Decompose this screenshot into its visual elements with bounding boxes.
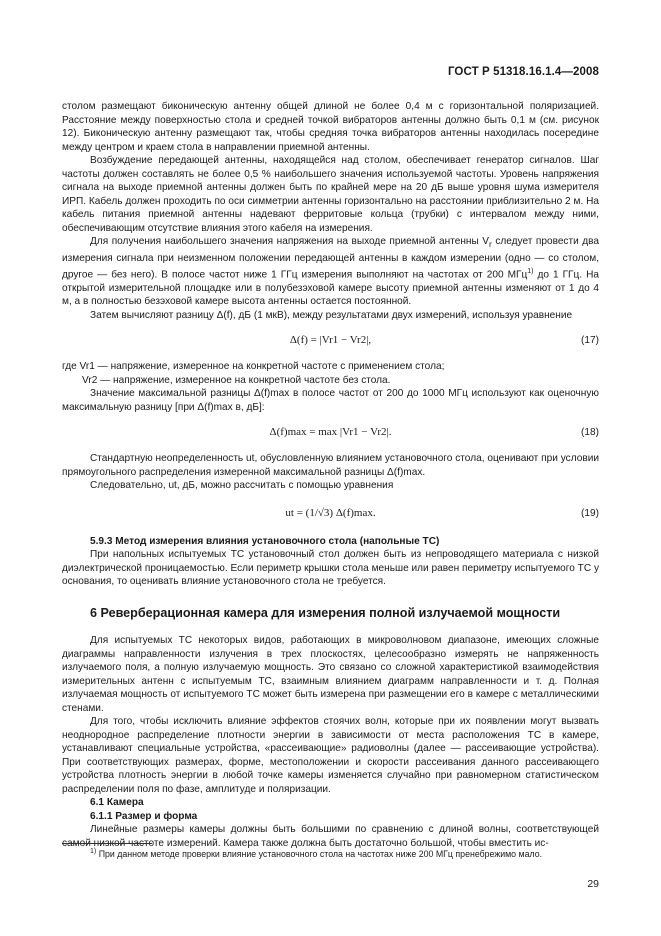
paragraph: столом размещают биконическую антенну общей длиной не более 0,4 м с горизонтальной поляризацией. Расстояние между поверхностью стола и средней точкой вибраторов антенны должно быть 0,1 м (см. рисунок 12). Биконическую антенну размещают так, чтобы средняя точка вибраторов антенны находилась посередине между центром и краем стола в направлении приемной антенны. xyxy=(62,101,599,153)
equation-number: (17) xyxy=(581,335,599,347)
equation-number: (19) xyxy=(581,507,599,519)
paragraph: Для того, чтобы исключить влияние эффектов стоячих волн, которые при их появлении могут вызвать неоднородное распределение плотности энергии в зависимости от места расположения ТС в камере, устанавливают специальные устройства, «рассеивающие» радиоволны (далее — рассеивающие устройства). При соответствующих размерах, форме, местоположении и скорости рассеивания данного рассеивающего устройства плотность энергии в любой точке камеры изменяется случайно при равномерном статистическом распределении поля по фазе, амплитуде и поляризации. xyxy=(62,716,599,795)
paragraph: Стандартную неопределенность ut, обусловленную влиянием установочного стола, оценивают при условии прямоугольного распределения измеренной максимальной разницы Δ(f)max. xyxy=(62,453,599,478)
paragraph: Линейные размеры камеры должны быть большими по сравнению с длиной волны, соответствующей самой низкой частоте измерений. Камера также должна быть достаточно большой, чтобы вместить ис- xyxy=(62,824,599,849)
document-body xyxy=(62,100,599,850)
section-heading: 6.1.1 Размер и форма xyxy=(90,810,198,822)
footnote-divider xyxy=(62,843,152,844)
paragraph: При напольных испытуемых ТС установочный стол должен быть из непроводящего материала с низкой диэлектрической проницаемостью. Если периметр крышки стола меньше или равен периметру испытуемого ТС у основания, то оценивать влияние установочного стола не требуется. xyxy=(62,549,599,588)
equation-formula: ut = (1/√3) Δ(f)max. xyxy=(285,506,376,519)
chapter-heading: 6 Реверберационная камера для измерения полной излучаемой мощности xyxy=(90,605,561,620)
paragraph: Возбуждение передающей антенны, находящейся над столом, обеспечивает генератор сигналов. Шаг частоты должен составлять не более 0,5 % наибольшего значения используемой частоты. Уровень напряжения сигнала на выходе приемной антенны должен быть по крайней мере на 20 дБ выше уровня шума измерителя ИРП. Кабель должен проходить по оси симметрии антенны горизонтально на расстоянии приблизительно 2 м. На кабель питания приемной антенны надевают ферритовые кольца (трубки) с интервалом между ними, обеспечивающим отсутствие влияния этого кабеля на измерения. xyxy=(62,155,599,234)
equation-number: (18) xyxy=(581,427,599,439)
paragraph: Затем вычисляют разницу Δ(f), дБ (1 мкВ), между результатами двух измерений, используя уравнение xyxy=(90,309,573,321)
equation-formula: Δ(f) = |Vr1 − Vr2|, xyxy=(289,334,372,347)
paragraph: Для испытуемых ТС некоторых видов, работающих в микроволновом диапазоне, имеющих сложные диаграммы направленности излучения в трех плоскостях, целесообразно измерять не напряженность излучаемого поля, а полную излучаемую мощность. Это связано со сложной характеристикой взаимодействия измерительных антенн с испытуемым ТС, взаимным влиянием диаграмм направленности и т. д. Полная излучаемая мощность от испытуемого ТС может быть измерена при размещении его в камере с металлическими стенами. xyxy=(62,635,599,714)
document-header: ГОСТ Р 51318.16.1.4—2008 xyxy=(447,66,599,78)
equation-19 xyxy=(62,507,599,523)
page-number: 29 xyxy=(587,878,599,890)
equation-18 xyxy=(62,426,599,442)
section-heading: 6.1 Камера xyxy=(90,797,144,809)
equation-formula: Δ(f)max = max |Vr1 − Vr2|. xyxy=(269,426,392,439)
where-line: где Vr1 — напряжение, измеренное на конкретной частоте с применением стола; xyxy=(62,361,445,373)
where-line: Vr2 — напряжение, измеренное на конкретной частоте без стола. xyxy=(82,374,391,386)
paragraph: Следовательно, ut, дБ, можно рассчитать с помощью уравнения xyxy=(90,480,394,492)
equation-17 xyxy=(62,334,599,350)
section-heading: 5.9.3 Метод измерения влияния установочного стола (напольные ТС) xyxy=(90,535,440,547)
paragraph: Значение максимальной разницы Δ(f)max в полосе частот от 200 до 1000 МГц используют как оценочную максимальную разницу [при Δ(f)max в, дБ]: xyxy=(62,388,599,413)
paragraph: Для получения наибольшего значения напряжения на выходе приемной антенны $V_r$ следует провести два измерения сигнала при неизменном положении передающей антенны в каждом измерении (одно — со столом, другое — без него). В полосе частот ниже 1 ГГц измерения выполняют на частотах от 200 МГц$^{1)}$ до 1 ГГц. На открытой измерительной площадке или в полубезэховой камере высоту приемной антенны изменяют от 1 до 4 м, а в полностью безэховой камере высота антенны остается постоянной. xyxy=(62,236,599,308)
footnote: $^{1)}$ При данном методе проверки влияние установочного стола на частотах ниже 200 МГц пренебрежимо мало. xyxy=(90,848,543,859)
